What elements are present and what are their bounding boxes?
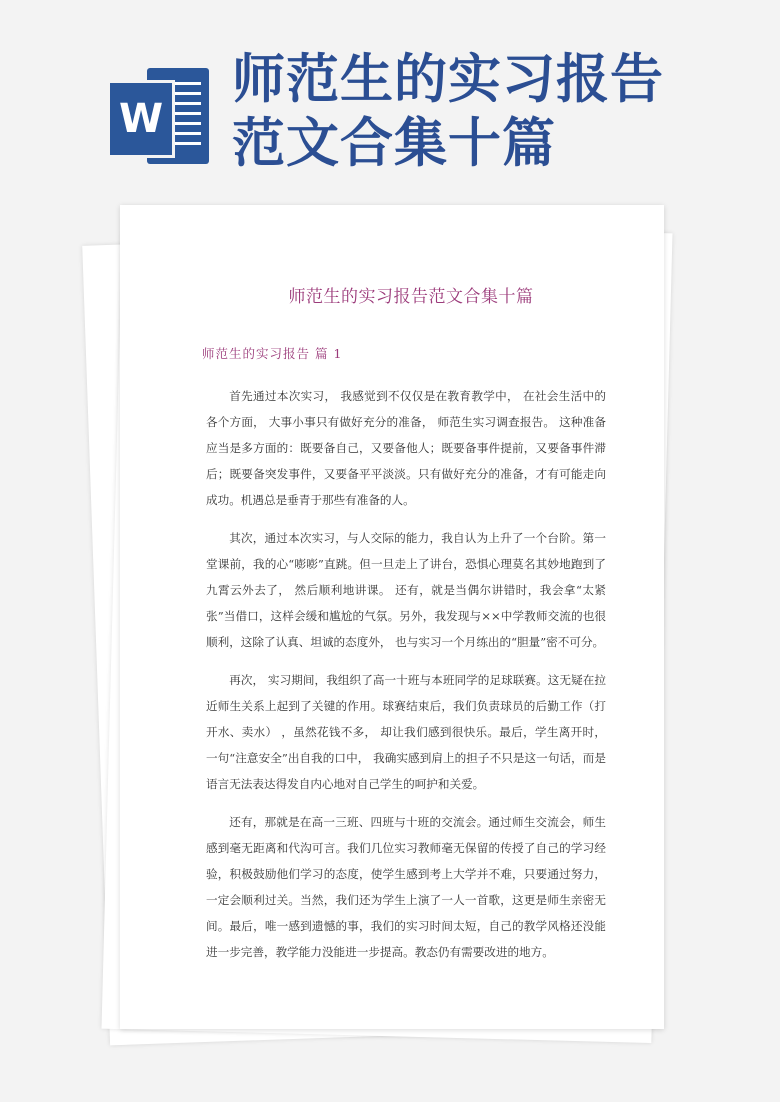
paragraph-1: 首先通过本次实习， 我感觉到不仅仅是在教育教学中， 在社会生活中的各个方面， 大事小事只有做好充分的准备， 师范生实习调查报告。 这种准备应当是多方面的：既要备自己，又要备他人；既要备事件提前，又要备事件滞后；既要备突发事件，又要备平平淡淡。只有做好充分的准备，才有可能走向成功。机遇总是垂青于那些有准备的人。 xyxy=(206,389,606,507)
word-document-icon xyxy=(107,68,209,164)
document-title: 师范生的实习报告范文合集十篇 xyxy=(288,287,534,307)
document-page xyxy=(120,205,664,1029)
page-title-line-2: 范文合集十篇 xyxy=(232,113,556,174)
section-heading: 师范生的实习报告 篇 1 xyxy=(202,346,343,361)
paragraph-2: 其次，通过本次实习，与人交际的能力，我自认为上升了一个台阶。第一堂课前，我的心“嘭嘭”直跳。但一旦走上了讲台，恐惧心理莫名其妙地跑到了九霄云外去了， 然后顺利地讲课。 还有，就是当偶尔讲错时，我会拿“太紧张”当借口，这样会缓和尴尬的气氛。另外，我发现与××中学教师交流的也很顺利，这除了认真、坦诚的态度外， 也与实习一个月练出的“胆量”密不可分。 xyxy=(206,531,606,649)
page-title-line-1: 师范生的实习报告 xyxy=(232,49,664,110)
word-letter-badge: W xyxy=(107,80,175,158)
paragraph-3: 再次， 实习期间，我组织了高一十班与本班同学的足球联赛。这无疑在拉近师生关系上起到了关键的作用。球赛结束后，我们负责球员的后勤工作（打开水、卖水） ，虽然花钱不多， 却让我们感到很快乐。最后，学生离开时，一句“注意安全”出自我的口中， 我确实感到肩上的担子不只是这一句话，而是语言无法表达得发自内心地对自己学生的呵护和关爱。 xyxy=(206,673,606,791)
header-banner xyxy=(0,0,780,210)
paragraph-4: 还有，那就是在高一三班、四班与十班的交流会。通过师生交流会，师生感到毫无距离和代沟可言。我们几位实习教师毫无保留的传授了自己的学习经验，积极鼓励他们学习的态度，使学生感到考上大学并不难，只要通过努力， 一定会顺利过关。当然，我们还为学生上演了一人一首歌，这更是师生亲密无间。最后，唯一感到遗憾的事，我们的实习时间太短，自己的教学风格还没能进一步完善，教学能力没能进一步提高。教态仍有需要改进的地方。 xyxy=(206,815,606,959)
page-title xyxy=(232,48,752,176)
